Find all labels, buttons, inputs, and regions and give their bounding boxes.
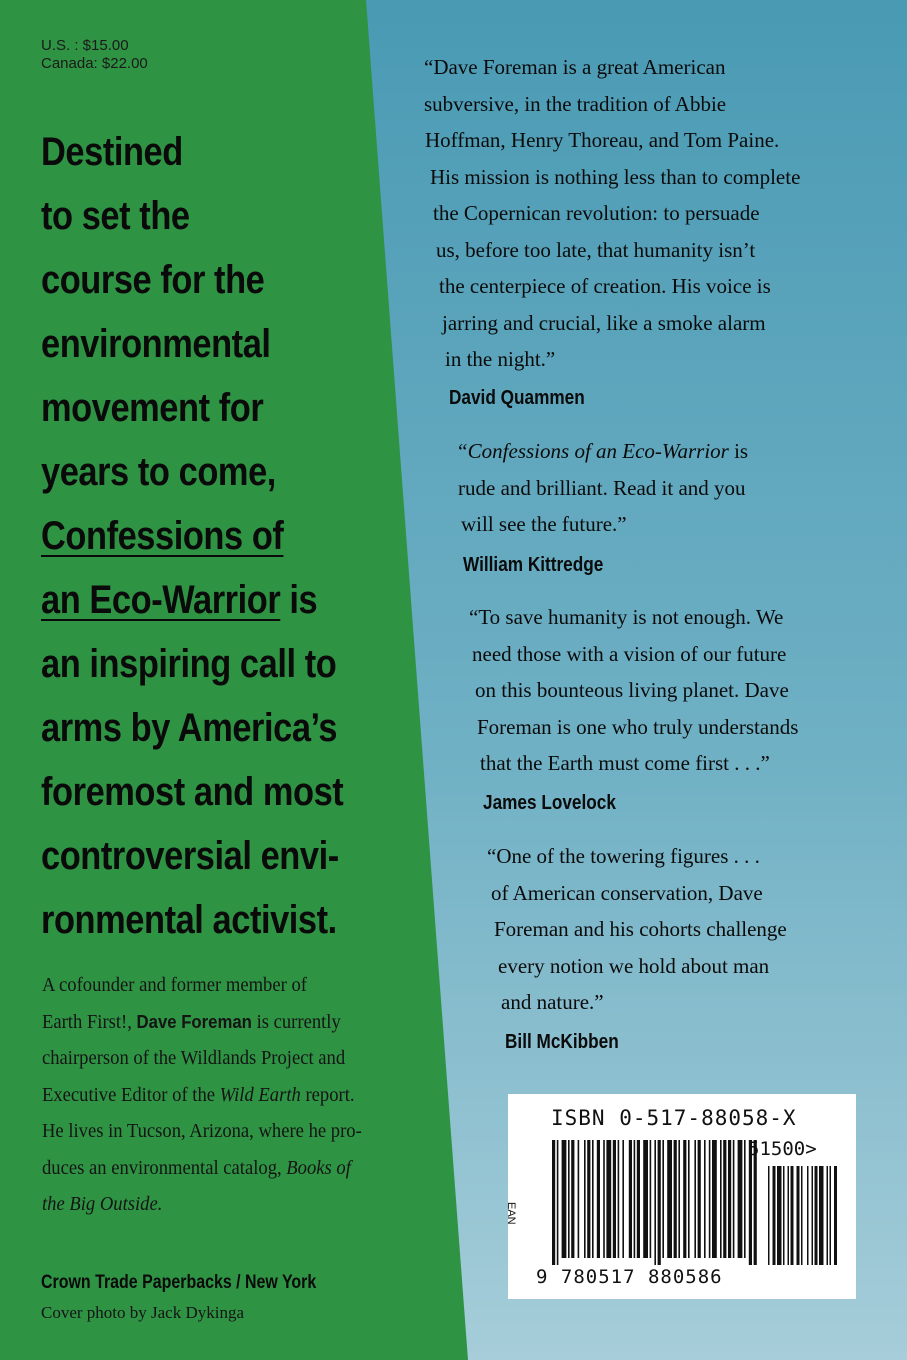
quote-line: in the night.” <box>445 347 556 371</box>
quote-line: Foreman is one who truly understands <box>477 714 799 739</box>
barcode-bar <box>683 1140 686 1258</box>
book-title-part1: Confessions of <box>41 514 284 558</box>
quote-line: that the Earth must come first . . .” <box>480 751 770 775</box>
bio-text: is currently <box>251 1010 341 1033</box>
quote-line: of American conservation, Dave <box>491 880 763 905</box>
bio-text: Executive Editor of the <box>42 1083 220 1106</box>
quote-line: rude and brilliant. Read it and you <box>458 475 746 500</box>
cover-photo-credit: Cover photo by Jack Dykinga <box>41 1303 245 1322</box>
barcode-bar <box>704 1140 706 1258</box>
barcode-bar <box>571 1140 574 1258</box>
barcode-bar <box>738 1140 743 1258</box>
quote-line: Hoffman, Henry Thoreau, and Tom Paine. <box>425 128 780 152</box>
headline-line: environmental <box>41 322 271 366</box>
quote-line <box>456 433 748 470</box>
quote-author: David Quammen <box>449 387 585 409</box>
barcode-bar <box>643 1140 648 1258</box>
bio-line: A cofounder and former member of <box>42 974 307 996</box>
headline-line: foremost and most <box>41 770 344 814</box>
headline-line: years to come, <box>41 450 276 494</box>
barcode-bar <box>634 1140 636 1258</box>
barcode-bar <box>723 1140 726 1258</box>
price-code-arrow: > <box>805 1138 817 1160</box>
barcode-addon-bar <box>788 1166 790 1265</box>
headline-line: arms by America’s <box>41 706 338 750</box>
barcode-addon-bar <box>827 1166 829 1265</box>
quote-line: His mission is nothing less than to complete <box>430 164 801 189</box>
barcode-bar <box>694 1140 696 1258</box>
book-title-part2: an Eco-Warrior <box>41 578 281 622</box>
bio-text: Earth First!, <box>42 1010 137 1033</box>
headline-line: controversial envi- <box>41 834 339 878</box>
barcode-addon-bar <box>812 1166 814 1265</box>
publisher: Crown Trade Paperbacks / New York <box>41 1272 317 1293</box>
price-canada: Canada: $22.00 <box>41 55 148 72</box>
catalog-title-cont: the Big Outside. <box>42 1193 163 1215</box>
barcode-bar <box>562 1140 567 1258</box>
price-us: U.S. : $15.00 <box>41 37 129 54</box>
isbn-number: ISBN 0-517-88058-X <box>551 1106 797 1130</box>
barcode-bar <box>618 1140 620 1258</box>
barcode-bar <box>712 1140 717 1258</box>
barcode-bar <box>667 1140 672 1258</box>
quote-line: “One of the towering figures . . . <box>487 844 760 868</box>
quote-line: jarring and crucial, like a smoke alarm <box>442 310 766 335</box>
quote-line: “To save humanity is not enough. We <box>469 605 784 629</box>
barcode-addon-bar <box>801 1166 803 1265</box>
barcode-bar <box>629 1140 632 1258</box>
barcode-bar <box>603 1140 605 1258</box>
headline-line: to set the <box>41 194 190 238</box>
bio-line <box>42 1186 395 1223</box>
barcode-addon-bar <box>830 1166 832 1265</box>
quote-lovelock <box>0 599 907 824</box>
barcode-bar <box>613 1140 616 1258</box>
bio-line: He lives in Tucson, Arizona, where he pro- <box>42 1120 362 1142</box>
barcode-bar <box>568 1140 570 1258</box>
quote-author: William Kittredge <box>463 554 604 576</box>
quote-line: need those with a vision of our future <box>472 641 787 666</box>
barcode-bar <box>744 1140 746 1258</box>
barcode-bar <box>662 1140 664 1258</box>
barcode-bar <box>658 1140 661 1265</box>
barcode-bar <box>637 1140 640 1258</box>
quote-line: and nature.” <box>501 990 604 1014</box>
quote-book-title: “Confessions of an Eco-Warrior <box>456 439 729 463</box>
price-code-digits: 51500 <box>748 1138 806 1160</box>
barcode-bar <box>709 1140 711 1258</box>
barcode-addon-bar <box>815 1166 818 1265</box>
barcode-bar <box>552 1140 555 1265</box>
barcode-bar <box>650 1140 652 1258</box>
quote-line: “Dave Foreman is a great American <box>424 55 726 79</box>
barcode-bar <box>688 1140 690 1258</box>
barcode-bar <box>698 1140 701 1258</box>
barcode-bar <box>733 1140 735 1258</box>
quote-author: James Lovelock <box>483 792 616 814</box>
catalog-title: Books of <box>286 1156 351 1179</box>
barcode-bar <box>584 1140 586 1258</box>
barcode-addon-bar <box>768 1166 770 1265</box>
headline-is: is <box>280 578 318 622</box>
quote-author: Bill McKibben <box>505 1031 619 1053</box>
barcode-bar <box>728 1140 731 1258</box>
ean-digits: 9 780517 880586 <box>536 1266 723 1288</box>
barcode-addon-bar <box>791 1166 794 1265</box>
quote-text: is <box>728 439 749 463</box>
barcode-addon-bar <box>777 1166 782 1265</box>
ean-label: EAN <box>505 1202 517 1225</box>
barcode-bar <box>587 1140 590 1258</box>
barcode-bar <box>720 1140 722 1258</box>
headline-line: ronmental activist. <box>41 898 337 942</box>
quote-line: Foreman and his cohorts challenge <box>494 917 787 941</box>
headline-line: course for the <box>41 258 265 302</box>
price-code <box>748 1138 817 1160</box>
barcode-bar <box>597 1140 600 1258</box>
headline-line: Destined <box>41 130 183 174</box>
quote-mckibben <box>0 838 907 1063</box>
quote-line: subversive, in the tradition of Abbie <box>424 91 727 116</box>
barcode-bar <box>606 1140 611 1258</box>
bio-text: duces an environmental catalog, <box>42 1156 287 1179</box>
barcode-bar <box>622 1140 624 1258</box>
bio-text: report. <box>300 1083 355 1106</box>
quote-quammen <box>0 49 907 414</box>
quote-line: the centerpiece of creation. His voice is <box>439 274 771 298</box>
barcode-bar <box>678 1140 680 1258</box>
headline-line: movement for <box>41 386 264 430</box>
author-name: Dave Foreman <box>136 1011 252 1032</box>
barcode-addon-bar <box>819 1166 824 1265</box>
barcode-bar <box>578 1140 580 1258</box>
barcode-addon-bar <box>773 1166 776 1265</box>
barcode-box <box>505 1094 856 1299</box>
barcode-bar <box>557 1140 559 1265</box>
barcode-bar <box>654 1140 656 1265</box>
barcode-bar <box>592 1140 594 1258</box>
quote-line: us, before too late, that humanity isn’t <box>436 237 756 262</box>
bio-line <box>42 1077 395 1114</box>
barcode-addon-bar <box>834 1166 837 1265</box>
quote-line: will see the future.” <box>461 512 627 536</box>
quote-line: every notion we hold about man <box>498 953 770 978</box>
bio-line <box>42 1150 395 1187</box>
bio-line: chairperson of the Wildlands Project and <box>42 1047 346 1069</box>
quote-line: on this bounteous living planet. Dave <box>475 678 789 702</box>
barcode-addon-bar <box>783 1166 785 1265</box>
quote-line: the Copernican revolution: to persuade <box>433 201 760 225</box>
barcode-addon-bar <box>807 1166 809 1265</box>
quote-kittredge <box>0 433 907 583</box>
barcode-bar <box>674 1140 677 1258</box>
report-title: Wild Earth <box>219 1083 301 1106</box>
barcode-addon-bar <box>797 1166 800 1265</box>
headline-line: an inspiring call to <box>41 642 337 686</box>
